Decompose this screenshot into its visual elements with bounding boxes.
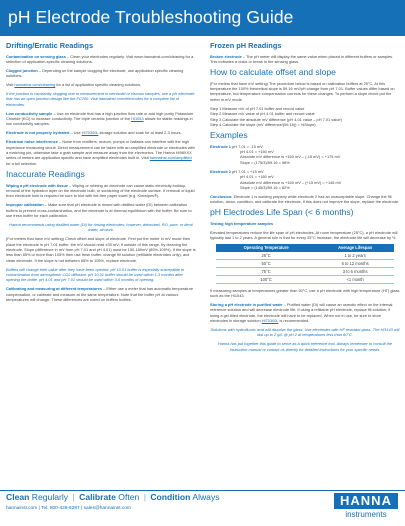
conclusion bbox=[210, 194, 400, 205]
paragraph-text: – Make sure that pH electrode is rinsed with distilled water (DI) between calibration buffers to prevent cross-contamination, and the electrode is at thermal equilibrium with the buffer. Be sure to use fresh buffer for each calibration. bbox=[6, 202, 192, 218]
paragraph-text: – The pH meter will display the same value when placed in different buffers or samples. This indicates a crack or break in the sensing glass. bbox=[210, 53, 394, 64]
table-row bbox=[216, 275, 394, 283]
tagline bbox=[6, 492, 286, 502]
paragraph-text: Visit bbox=[6, 82, 15, 88]
paragraph-text: – Use bbox=[69, 130, 82, 136]
table-cell: <1 month bbox=[316, 275, 394, 283]
step-item: Step 1 Measure mV of pH 7.01 buffer and record value bbox=[210, 105, 305, 111]
tagline-word: Often bbox=[115, 492, 140, 502]
table-cell: 50°C bbox=[216, 259, 316, 267]
paragraph-lead: Contamination on sensing glass bbox=[6, 53, 66, 59]
paragraph-lead: Improper calibration bbox=[6, 202, 44, 208]
subheading: Testing high temperature samples bbox=[210, 220, 274, 226]
tagline-separator: | bbox=[143, 492, 146, 502]
table-cell: 100°C bbox=[216, 275, 316, 283]
table-header: Average Lifespan bbox=[316, 244, 394, 251]
example-line: pH 7.01 = -15 mV bbox=[232, 143, 263, 149]
table-header-row bbox=[216, 244, 394, 251]
table-row bbox=[216, 252, 394, 260]
paragraph bbox=[6, 130, 196, 135]
section-heading-drift: Drifting/Erratic Readings bbox=[6, 42, 94, 50]
section-heading-inaccurate: Inaccurate Readings bbox=[6, 168, 85, 179]
note-paragraph: If the junction is constantly clogging due to measurement in semisolid or viscous samples, use a pH electrode that has an open junction design like the FC200. Visit hannainst.com/electrodes for a complete list of electrodes. bbox=[6, 90, 195, 107]
section-heading-life: pH Electrodes Life Span (< 6 months) bbox=[210, 207, 354, 218]
paragraph bbox=[6, 139, 196, 166]
paragraph: If measuring samples at temperatures greater than 50°C, use a pH electrode with high temperature (HT) glass such as the HI1043. bbox=[210, 287, 400, 298]
link-hi70300l[interactable]: HI70300L bbox=[81, 130, 99, 136]
step-item: Step 2 Measure mV value of pH 4.01 buffer and record value bbox=[210, 111, 315, 117]
paragraph bbox=[6, 111, 196, 127]
paragraph-text: – Purified water (DI) will cause an osmotic effect on the internal reference solution and will decrease electrode life. If using a refillable pH electrode, replace fill solution; if using a gel-filled electrode, the electrode will have to be replaced. When not in use, be sure to store electrodes in storage solution bbox=[210, 301, 393, 323]
paragraph-text: Electrode 1 is working properly while electrode 2 has an unacceptable slope. Change the fill solution, clean, condition, and calibrate the electrode, if this does not improve the slope, replace the electrode. bbox=[210, 193, 400, 205]
paragraph-lead: Storing a pH electrode in purified water bbox=[210, 301, 283, 307]
note-paragraph: Hanna has put together this guide to serve as a quick reference tool. Always remember to consult the instruction manual or contact us directly for detailed instructions for your specific needs. bbox=[217, 341, 393, 352]
tagline-word: Regularly bbox=[29, 492, 69, 502]
link-hi1053[interactable]: HI1053 bbox=[131, 116, 144, 122]
tagline-word: Calibrate bbox=[79, 492, 116, 502]
table-row bbox=[216, 259, 394, 267]
example-1 bbox=[210, 144, 400, 166]
note-paragraph: Buffers will change their value after they have been opened. pH 10.01 buffer is especially susceptible to contamination from atmospheric CO2 diffusion. pH 10.01 buffer should be used within 1-3 months after opening the bottle. pH 4.01 and pH 7.01 should be used within 3-6 months of opening. bbox=[6, 266, 185, 283]
step-item: Step 3 Calculate the absolute mV difference (pH 4.01 value – pH 7.01 value) bbox=[210, 116, 342, 122]
paragraph-lead: Low conductivity sample bbox=[6, 110, 53, 116]
example-line: Slope = (145/3)/59.16 = 82% bbox=[240, 184, 290, 190]
paragraph-text: storage solution and soak for at least 2-3 hours. bbox=[98, 130, 182, 136]
paragraph-lead: Calibrating and measuring at different temperatures bbox=[6, 286, 102, 292]
link-amplified[interactable]: hannainst.com/amplified bbox=[149, 155, 192, 161]
paragraph bbox=[6, 68, 196, 79]
step-item: Step 4 Calculate the slope (mV difference/(59.16)) = %Slope) bbox=[210, 121, 316, 127]
email-link[interactable]: sales@hannainst.com bbox=[83, 506, 131, 511]
paragraph: (For meters that have mV setting) The procedure below is based on calibration buffers at 25°C. At this temperature the 100% theoretical slope is 59.16 mV/pH change from pH 7.01. Buffer values differ based on temperature, but temperature compensation corrects for these changes. To perform a slope check put the meter in mV mode. bbox=[210, 80, 395, 102]
table-cell: 25°C bbox=[216, 252, 316, 260]
tagline-separator: | bbox=[72, 492, 75, 502]
paragraph-text: is recommended. bbox=[278, 317, 310, 323]
paragraph bbox=[210, 302, 400, 324]
contact-separator: | bbox=[38, 506, 40, 511]
example-2 bbox=[210, 169, 400, 191]
note-paragraph: Hanna recommends using distilled water (DI) for rinsing electrodes; however, deionized, RO, pure, or demi water, all work. bbox=[9, 221, 193, 233]
table-cell: 75°C bbox=[216, 267, 316, 275]
logo-subtitle: instruments bbox=[345, 510, 387, 519]
paragraph-lead: Clogged junction bbox=[6, 67, 38, 73]
note-paragraph: Solutions with hydrofluoric acid will dissolve the glass. Use electrodes with HF resistant glass. The HI1143 will last up to 2 g/L @ pH 2 at temperatures less than 60°C. bbox=[210, 326, 400, 338]
title-banner bbox=[0, 0, 405, 36]
steps-list bbox=[210, 106, 400, 128]
contact-line bbox=[6, 506, 286, 511]
table-cell: 6 to 12 months bbox=[316, 259, 394, 267]
website-link[interactable]: hannainst.com bbox=[6, 506, 38, 511]
logo-name: HANNA bbox=[340, 493, 392, 508]
paragraph-lead: Electrode is not properly hydrated bbox=[6, 130, 70, 136]
paragraph-lead: Broken electrode bbox=[210, 53, 242, 59]
example-line: Slope = (175/3)/59.16 = 98% bbox=[240, 159, 290, 165]
example-label: Electrode 1 bbox=[210, 143, 231, 149]
phone-number: Tel. 800-426-6287 bbox=[41, 506, 80, 511]
footer-divider bbox=[0, 490, 405, 491]
paragraph-text: – Noise from rectifiers, motors, pumps or ballasts can interfere with the high impedance measuring circuit. Direct measurement can be taken with an amplified electrode or electrodes with a matching pin, otherwise take a grab sample and measure away from the electronics. The Hanna HI98XXX series of meters are application specific and have amplified electrodes built in. Visit bbox=[6, 139, 195, 161]
left-column bbox=[6, 42, 196, 488]
paragraph-text: – Wiping or rubbing an electrode can cause static electricity buildup, removal of the hydration layer on the electrode bulb, or scratching of the electrode surface. If removal of liquid from electrode bulb is required be sure to blot with lint-free paper towel (e.g. Kimwipes®). bbox=[6, 182, 195, 199]
tagline-word: Clean bbox=[6, 492, 30, 502]
lifespan-table bbox=[216, 244, 394, 283]
paragraph bbox=[6, 54, 196, 65]
section-heading-frozen: Frozen pH Readings bbox=[210, 42, 282, 50]
paragraph bbox=[6, 202, 196, 218]
example-line: pH 4.01 = +160 mV bbox=[240, 174, 274, 180]
paragraph bbox=[210, 54, 400, 65]
paragraph bbox=[6, 286, 196, 302]
paragraph-text: – Use an electrode that has a high junction flow rate or add high purity Potassium Chloride (KCl) to increase conductivity. The triple ceramic junction of the bbox=[6, 110, 194, 122]
paragraph-lead: Electrical noise interference bbox=[6, 139, 58, 145]
example-label: Electrode 2 bbox=[210, 168, 231, 174]
paragraph-lead: Conclusion: bbox=[210, 193, 233, 199]
contact-separator: | bbox=[81, 506, 83, 511]
paragraph-text: for a full selection. bbox=[6, 160, 38, 166]
logo-box bbox=[334, 493, 398, 509]
example-line: pH 7.01 = +15 mV bbox=[232, 168, 264, 174]
example-line: Absolute mV difference is +160 mV – (-15 mV) = +175 mV bbox=[240, 154, 341, 160]
page-title: pH Electrode Troubleshooting Guide bbox=[8, 7, 294, 27]
table-header: Operating Temperature bbox=[216, 244, 316, 251]
link-cleaning[interactable]: hannainst.com/cleaning bbox=[14, 82, 56, 88]
paragraph bbox=[6, 82, 196, 87]
paragraph-text: for a list of application specific cleaning solutions. bbox=[55, 82, 142, 88]
paragraph-text: allows for stable readings in low conductivity samples. bbox=[6, 116, 193, 127]
example-line: Absolute mV difference is +160 mV – (+15 mV) = +145 mV bbox=[240, 179, 342, 185]
paragraph-text: – Either use a meter that has automatic temperature compensation, or calibrate and measure at the same temperature. Note that the buffer pH at various temperatures will change. These differences are noted on buffers bottles. bbox=[6, 286, 194, 303]
table-cell: 1 to 2 years bbox=[316, 252, 394, 260]
link-hi70300l-storage[interactable]: HI70300L bbox=[261, 317, 279, 323]
example-line: pH 4.01 = +160 mV bbox=[240, 149, 274, 155]
section-heading-offset: How to calculate offset and slope bbox=[210, 66, 336, 77]
paragraph: (For meters that have mV setting) Check offset and slope of electrode. First put the meter in mV mode then place the electrode in pH 7.01 buffer, the mV should read ±30 mV; if outside of this range, try cleaning the electrode. Slope (difference in mV from pH 7.01 and pH 4.01) must be 150-180mV (85%-105%). If the slope is less than 85% or more than 105% then use fresh buffer, change fill solution (refillable electrodes only), and clean electrode. If the slope is not between 85% to 105%, replace electrode. bbox=[6, 236, 196, 263]
right-column bbox=[210, 42, 400, 488]
paragraph-text: – Clean your electrodes regularly. Visit www.hannainst.com/cleaning for a selection of application-specific cleaning solutions. bbox=[6, 53, 194, 64]
table-row bbox=[216, 267, 394, 275]
table-cell: 3 to 6 months bbox=[316, 267, 394, 275]
hanna-logo bbox=[334, 493, 398, 521]
tagline-word: Condition bbox=[150, 492, 191, 502]
paragraph bbox=[6, 183, 196, 199]
paragraph: Elevated temperatures reduce the life span of pH electrodes. At room temperature (25°C), a pH electrode will typically last 1 to 2 years. A general rule is that for every 25°C increase, the electrode life will decrease by ½. bbox=[210, 229, 398, 241]
paragraph-text: – Depending on the sample clogging the electrode, use application specific cleaning solutions. bbox=[6, 67, 184, 79]
footer bbox=[6, 492, 286, 511]
paragraph-lead: Wiping a pH electrode with tissue bbox=[6, 182, 69, 188]
tagline-word: Always bbox=[190, 492, 220, 502]
section-heading-examples: Examples bbox=[210, 129, 248, 140]
